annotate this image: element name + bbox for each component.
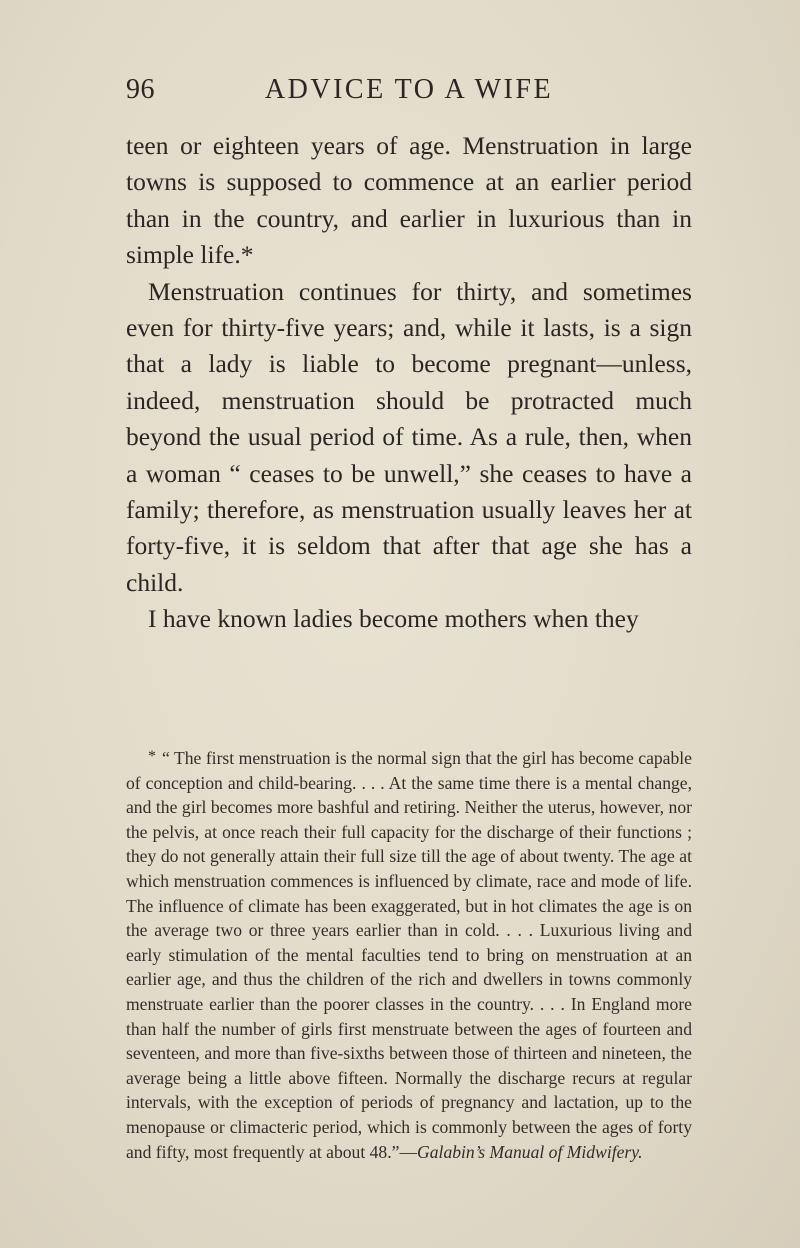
page-number: 96	[126, 74, 155, 105]
footnote-paragraph	[126, 745, 692, 1164]
paragraph-menstruation-duration: Menstruation continues for thirty, and sometimes even for thirty-five years; and, while it lasts, is a sign that a lady is liable to become pregnant—unless, indeed, menstruation should be protracted much beyond the usual period of time. As a rule, then, when a woman “ ceases to be unwell,” she ceases to have a family; therefore, as menstruation usually leaves her at forty-five, it is seldom that after that age she has a child.	[126, 276, 692, 597]
paragraph-ladies-mothers: I have known ladies become mothers when they	[148, 604, 639, 634]
body-text	[126, 128, 692, 638]
paragraph-continuation: teen or eighteen years of age. Menstruation in large towns is supposed to commence at an earlier period than in the country, and earlier in luxurious than in simple life.*	[126, 131, 692, 270]
footnote-text: “ The first menstruation is the normal sign that the girl has become capable of conception and child-bearing. . . . At the same time there is a mental change, and the girl becomes more bashful and retiring. Neither the uterus, however, nor the pelvis, at once reach their full capacity for the discharge of their functions ; they do not generally attain their full size till the age of about twenty. The age at which menstruation commences is influenced by climate, race and mode of life. The influence of climate has been exaggerated, but in hot climates the age is on the average two or three years earlier than in cold. . . . Luxurious living and early stimulation of the mental faculties tend to bring on menstruation at an earlier age, and thus the children of the rich and dwellers in towns commonly menstruate earlier than the poorer classes in the country. . . . In England more than half the number of girls first menstruate between the ages of fourteen and seventeen, and more than five-sixths between those of thirteen and nineteen, the average being a little above fifteen. Normally the discharge recurs at regular intervals, with the exception of periods of pregnancy and lactation, up to the menopause or climacteric period, which is commonly between the ages of forty and fifty, most frequently at about 48.”—	[126, 748, 692, 1162]
page-header	[126, 74, 692, 114]
footnote-marker: *	[148, 748, 156, 765]
footnote	[126, 745, 692, 1164]
running-title: ADVICE TO A WIFE	[264, 74, 554, 105]
footnote-source: Galabin’s Manual of Midwifery.	[417, 1141, 643, 1162]
